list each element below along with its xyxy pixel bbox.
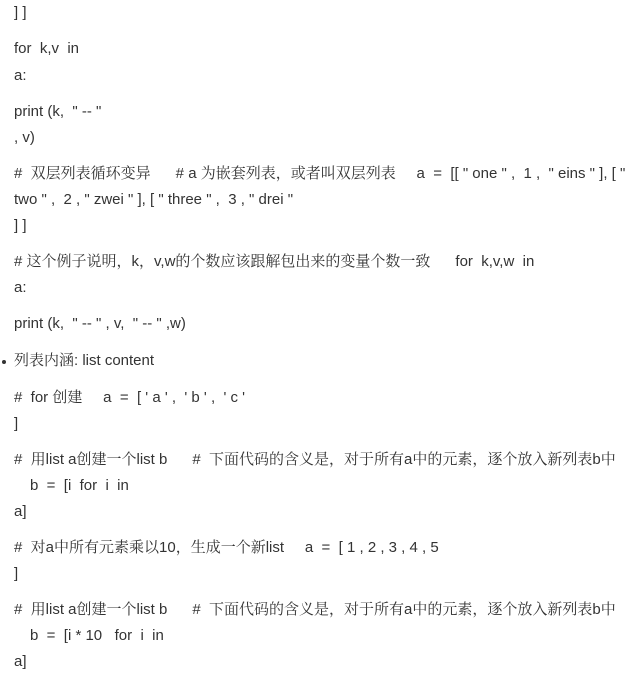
text-line: # for 创建 a = [ ' a ' , ' b ' , ' c ' [14,389,246,406]
text-line: a: [14,67,27,84]
text-line: ] ] [14,4,27,21]
text-line: # 对a中所有元素乘以10，生成一个新list a = [ 1 , 2 , 3 , 4 , 5 [14,539,439,556]
text-line: # 双层列表循环变异 # a 为嵌套列表，或者叫双层列表 a = [[ " one " , 1 , " eins " ], [ " [14,165,626,182]
text-line: b = [i for i in [30,477,129,494]
text-line: # 用list a创建一个list b # 下面代码的含义是，对于所有a中的元素，逐个放入新列表b中 [14,601,616,618]
text-line: b = [i * 10 for i in [30,627,164,644]
text-line: , v) [14,129,35,146]
text-line: ] ] [14,217,27,234]
text-line: ] [14,415,19,432]
text-line: two " , 2 , " zwei " ], [ " three " , 3 , " drei " [14,191,294,208]
text-line: a: [14,279,27,296]
bullet-dot [2,360,6,364]
text-line: a] [14,653,27,670]
text-line: a] [14,503,27,520]
text-line: # 用list a创建一个list b # 下面代码的含义是，对于所有a中的元素，逐个放入新列表b中 [14,451,616,468]
text-line: print (k, " -- " , v, " -- " ,w) [14,315,186,332]
text-line: ] [14,565,19,582]
text-line: for k,v in [14,40,80,57]
list-item: 列表内涵: list content [14,352,155,369]
text-line: print (k, " -- " [14,103,102,120]
text-line: # 这个例子说明，k，v,w的个数应该跟解包出来的变量个数一致 for k,v,w in [14,253,535,270]
